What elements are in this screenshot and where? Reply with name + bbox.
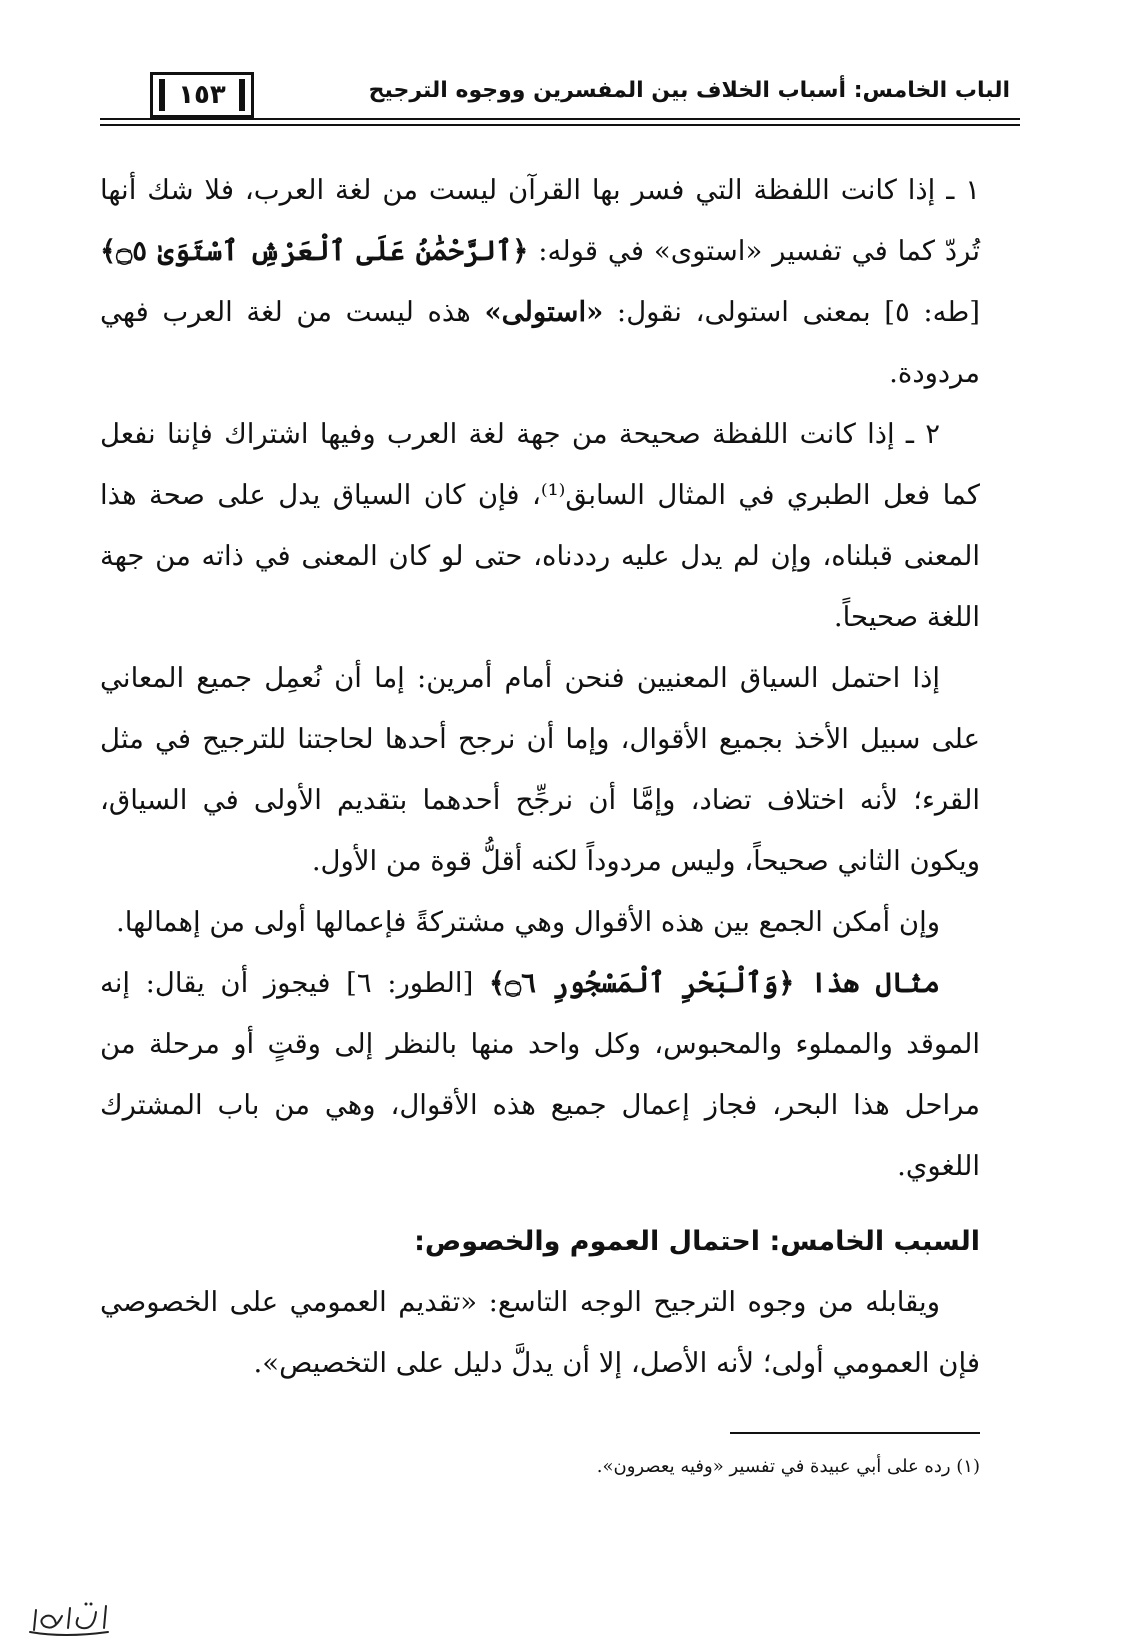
footnote-divider bbox=[730, 1432, 980, 1434]
paragraph-3: إذا احتمل السياق المعنيين فنحن أمام أمرين: إما أن نُعمِل جميع المعاني على سبيل الأخذ بجميع الأقوال، وإما أن نرجح أحدها لحاجتنا للترجيح في مثل القرء؛ لأنه اختلاف تضاد، وإمَّا أن نرجِّح أحدهما بتقديم الأولى في السياق، ويكون الثاني صحيحاً، وليس مردوداً لكنه أقلُّ قوة من الأول. bbox=[100, 662, 980, 877]
paragraph-1-text-b: [طه: ٥] بمعنى استولى، نقول: bbox=[603, 296, 980, 328]
quran-verse-tur: ﴿وَٱلْبَحْرِ ٱلْمَسْجُورِ ۝٦﴾ bbox=[488, 967, 795, 999]
header-rule-bottom bbox=[100, 124, 1020, 126]
paragraph-5 bbox=[100, 953, 980, 1197]
paragraph-5-text: [الطور: ٦] فيجوز أن يقال: إنه الموقد والمملوء والمحبوس، وكل واحد منها بالنظر إلى وقتٍ أو مرحلة من مراحل هذا البحر، فجاز إعمال جميع هذه الأقوال، وهي من باب المشترك اللغوي. bbox=[100, 967, 980, 1182]
page-header bbox=[100, 72, 1020, 136]
header-rule-top bbox=[100, 118, 1020, 120]
quran-verse-taha: ﴿ٱلرَّحْمَٰنُ عَلَى ٱلْعَرْشِ ٱسْتَوَىٰ ۝٥﴾ bbox=[100, 235, 529, 267]
paragraph-1 bbox=[100, 160, 980, 404]
section-heading: السبب الخامس: احتمال العموم والخصوص: bbox=[414, 1226, 980, 1257]
paragraph-2: ٢ ـ إذا كانت اللفظة صحيحة من جهة لغة العرب وفيها اشتراك فإننا نفعل كما فعل الطبري في المثال السابق⁽¹⁾، فإن كان السياق يدل على صحة هذا المعنى قبلناه، وإن لم يدل عليه رددناه، حتى لو كان المعنى في ذاته من جهة اللغة صحيحاً. bbox=[100, 418, 980, 633]
example-lead: مثال هذا bbox=[794, 967, 940, 999]
paragraph-1-text-a: ١ ـ إذا كانت اللفظة التي فسر بها القرآن ليست من لغة العرب، فلا شك أنها تُردّ كما في تفسير «استوى» في قوله: bbox=[100, 174, 980, 267]
paragraph-1-text-c: هذه ليست من لغة العرب فهي مردودة. bbox=[100, 296, 980, 389]
page-number: ١٥٣ bbox=[150, 72, 254, 118]
paragraph-6: ويقابله من وجوه الترجيح الوجه التاسع: «تقديم العمومي على الخصوصي فإن العمومي أولى؛ لأنه الأصل، إلا أن يدلَّ دليل على التخصيص». bbox=[100, 1286, 980, 1379]
chapter-title: الباب الخامس: أسباب الخلاف بين المفسرين ووجوه الترجيح bbox=[368, 78, 1010, 103]
footnote: (١) رده على أبي عبيدة في تفسير «وفيه يعصرون». bbox=[596, 1456, 980, 1477]
main-text bbox=[100, 160, 980, 1394]
quoted-word: «استولى» bbox=[484, 296, 604, 328]
watermark-logo-icon bbox=[24, 1598, 114, 1640]
paragraph-4: وإن أمكن الجمع بين هذه الأقوال وهي مشتركةً فإعمالها أولى من إهمالها. bbox=[116, 906, 940, 938]
